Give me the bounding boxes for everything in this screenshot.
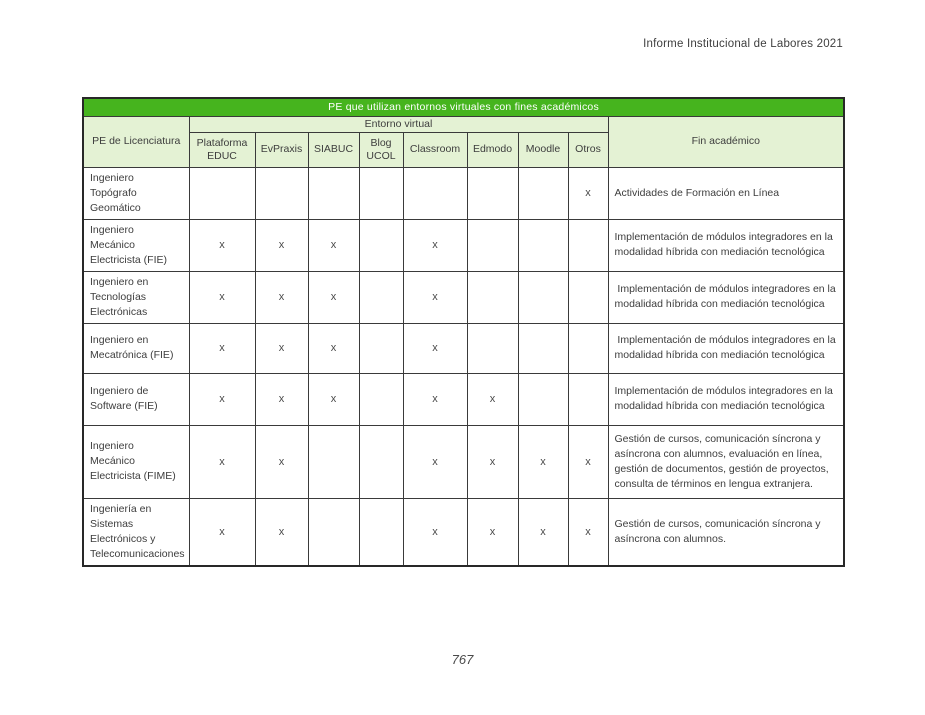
column-header-edmodo: Edmodo [467,132,518,167]
fin-academico: Implementación de módulos integradores en la modalidad híbrida con mediación tecnológica [608,373,844,425]
table-row [83,373,844,425]
column-header-pe: PE de Licenciatura [83,116,189,167]
env-mark [308,425,359,498]
env-mark [467,167,518,219]
env-mark [359,219,403,271]
env-mark [308,167,359,219]
env-mark: x [189,425,255,498]
table-title: PE que utilizan entornos virtuales con fines académicos [83,98,844,116]
table-row [83,498,844,566]
env-mark [518,271,568,323]
env-mark: x [255,425,308,498]
env-mark: x [403,425,467,498]
column-header-evpraxis: EvPraxis [255,132,308,167]
env-mark [359,323,403,373]
env-mark [359,498,403,566]
env-mark: x [518,498,568,566]
table-row [83,323,844,373]
table-row [83,271,844,323]
column-header-classroom: Classroom [403,132,467,167]
table-row [83,425,844,498]
column-header-moodle: Moodle [518,132,568,167]
program-name: Ingeniero de Software (FIE) [83,373,189,425]
program-name: Ingeniería en Sistemas Electrónicos y Telecomunicaciones [83,498,189,566]
env-mark: x [255,498,308,566]
fin-academico: Implementación de módulos integradores en la modalidad híbrida con mediación tecnológica [608,271,844,323]
env-mark: x [189,373,255,425]
env-mark: x [189,498,255,566]
env-mark [308,498,359,566]
env-mark: x [189,219,255,271]
fin-academico: Gestión de cursos, comunicación síncrona y asíncrona con alumnos. [608,498,844,566]
fin-academico: Gestión de cursos, comunicación síncrona y asíncrona con alumnos, evaluación en línea, gestión de documentos, gestión de proyectos, consulta de términos en lengua extranjera. [608,425,844,498]
env-mark [467,323,518,373]
env-mark [359,167,403,219]
env-mark: x [255,271,308,323]
program-name: Ingeniero en Mecatrónica (FIE) [83,323,189,373]
program-name: Ingeniero Topógrafo Geomático [83,167,189,219]
env-mark [568,373,608,425]
env-mark: x [403,271,467,323]
env-mark: x [308,323,359,373]
running-header: Informe Institucional de Labores 2021 [643,38,843,50]
env-mark [189,167,255,219]
table-row [83,167,844,219]
env-mark: x [403,373,467,425]
env-mark: x [568,425,608,498]
env-mark: x [308,219,359,271]
env-mark: x [308,373,359,425]
env-mark: x [255,323,308,373]
table-row [83,219,844,271]
env-mark: x [255,219,308,271]
table-title-row [83,98,844,116]
fin-academico: Implementación de módulos integradores en la modalidad híbrida con mediación tecnológica [608,219,844,271]
env-mark [359,425,403,498]
env-mark: x [255,373,308,425]
env-mark [518,373,568,425]
env-mark [403,167,467,219]
column-header-siabuc: SIABUC [308,132,359,167]
env-mark: x [189,323,255,373]
env-mark [359,271,403,323]
env-mark [518,323,568,373]
env-mark [467,219,518,271]
program-name: Ingeniero Mecánico Electricista (FIE) [83,219,189,271]
env-mark [359,373,403,425]
env-mark: x [568,498,608,566]
env-mark: x [518,425,568,498]
column-header-blog-ucol: Blog UCOL [359,132,403,167]
fin-academico: Implementación de módulos integradores en la modalidad híbrida con mediación tecnológica [608,323,844,373]
env-mark: x [467,425,518,498]
env-mark [518,167,568,219]
env-mark [568,219,608,271]
env-mark [518,219,568,271]
env-mark [568,271,608,323]
env-mark: x [467,498,518,566]
program-name: Ingeniero Mecánico Electricista (FIME) [83,425,189,498]
column-group-header-entorno-virtual: Entorno virtual [189,116,608,132]
env-mark: x [403,323,467,373]
table-group-header-row [83,116,844,132]
page-number: 767 [451,652,474,667]
fin-academico: Actividades de Formación en Línea [608,167,844,219]
env-mark [467,271,518,323]
column-header-fin: Fin académico [608,116,844,167]
env-mark: x [308,271,359,323]
env-mark [255,167,308,219]
env-mark: x [403,498,467,566]
pe-entornos-virtuales-table [82,97,845,567]
env-mark: x [568,167,608,219]
env-mark: x [189,271,255,323]
column-header-plataforma-educ: Plataforma EDUC [189,132,255,167]
program-name: Ingeniero en Tecnologías Electrónicas [83,271,189,323]
column-header-otros: Otros [568,132,608,167]
env-mark: x [403,219,467,271]
env-mark: x [467,373,518,425]
env-mark [568,323,608,373]
